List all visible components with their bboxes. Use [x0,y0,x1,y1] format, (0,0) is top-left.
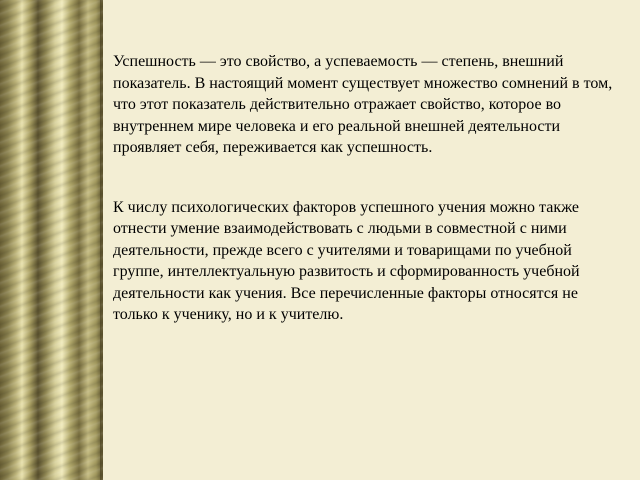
decorative-gold-border [0,0,103,480]
paragraph-psychological-factors: К числу психологических факторов успешного учения можно также отнести умение взаимодействовать с людьми в совместной с ними деятельности, прежде всего с учителями и товарищами по учебной группе, интеллектуальную развитость и сформированность учебной деятельности как учения. Все перечисленные факторы относятся не только к ученику, но и к учителю. [113,198,580,323]
paragraph-success-definition: Успешность — это свойство, а успеваемость — степень, внешний показатель. В настоящий момент существует множество сомнений в том, что этот показатель действительно отражает свойство, которое во внутреннем мире человека и его реальной внешней деятельности проявляет себя, переживается как успешность. [113,53,613,156]
slide-content [113,51,613,326]
